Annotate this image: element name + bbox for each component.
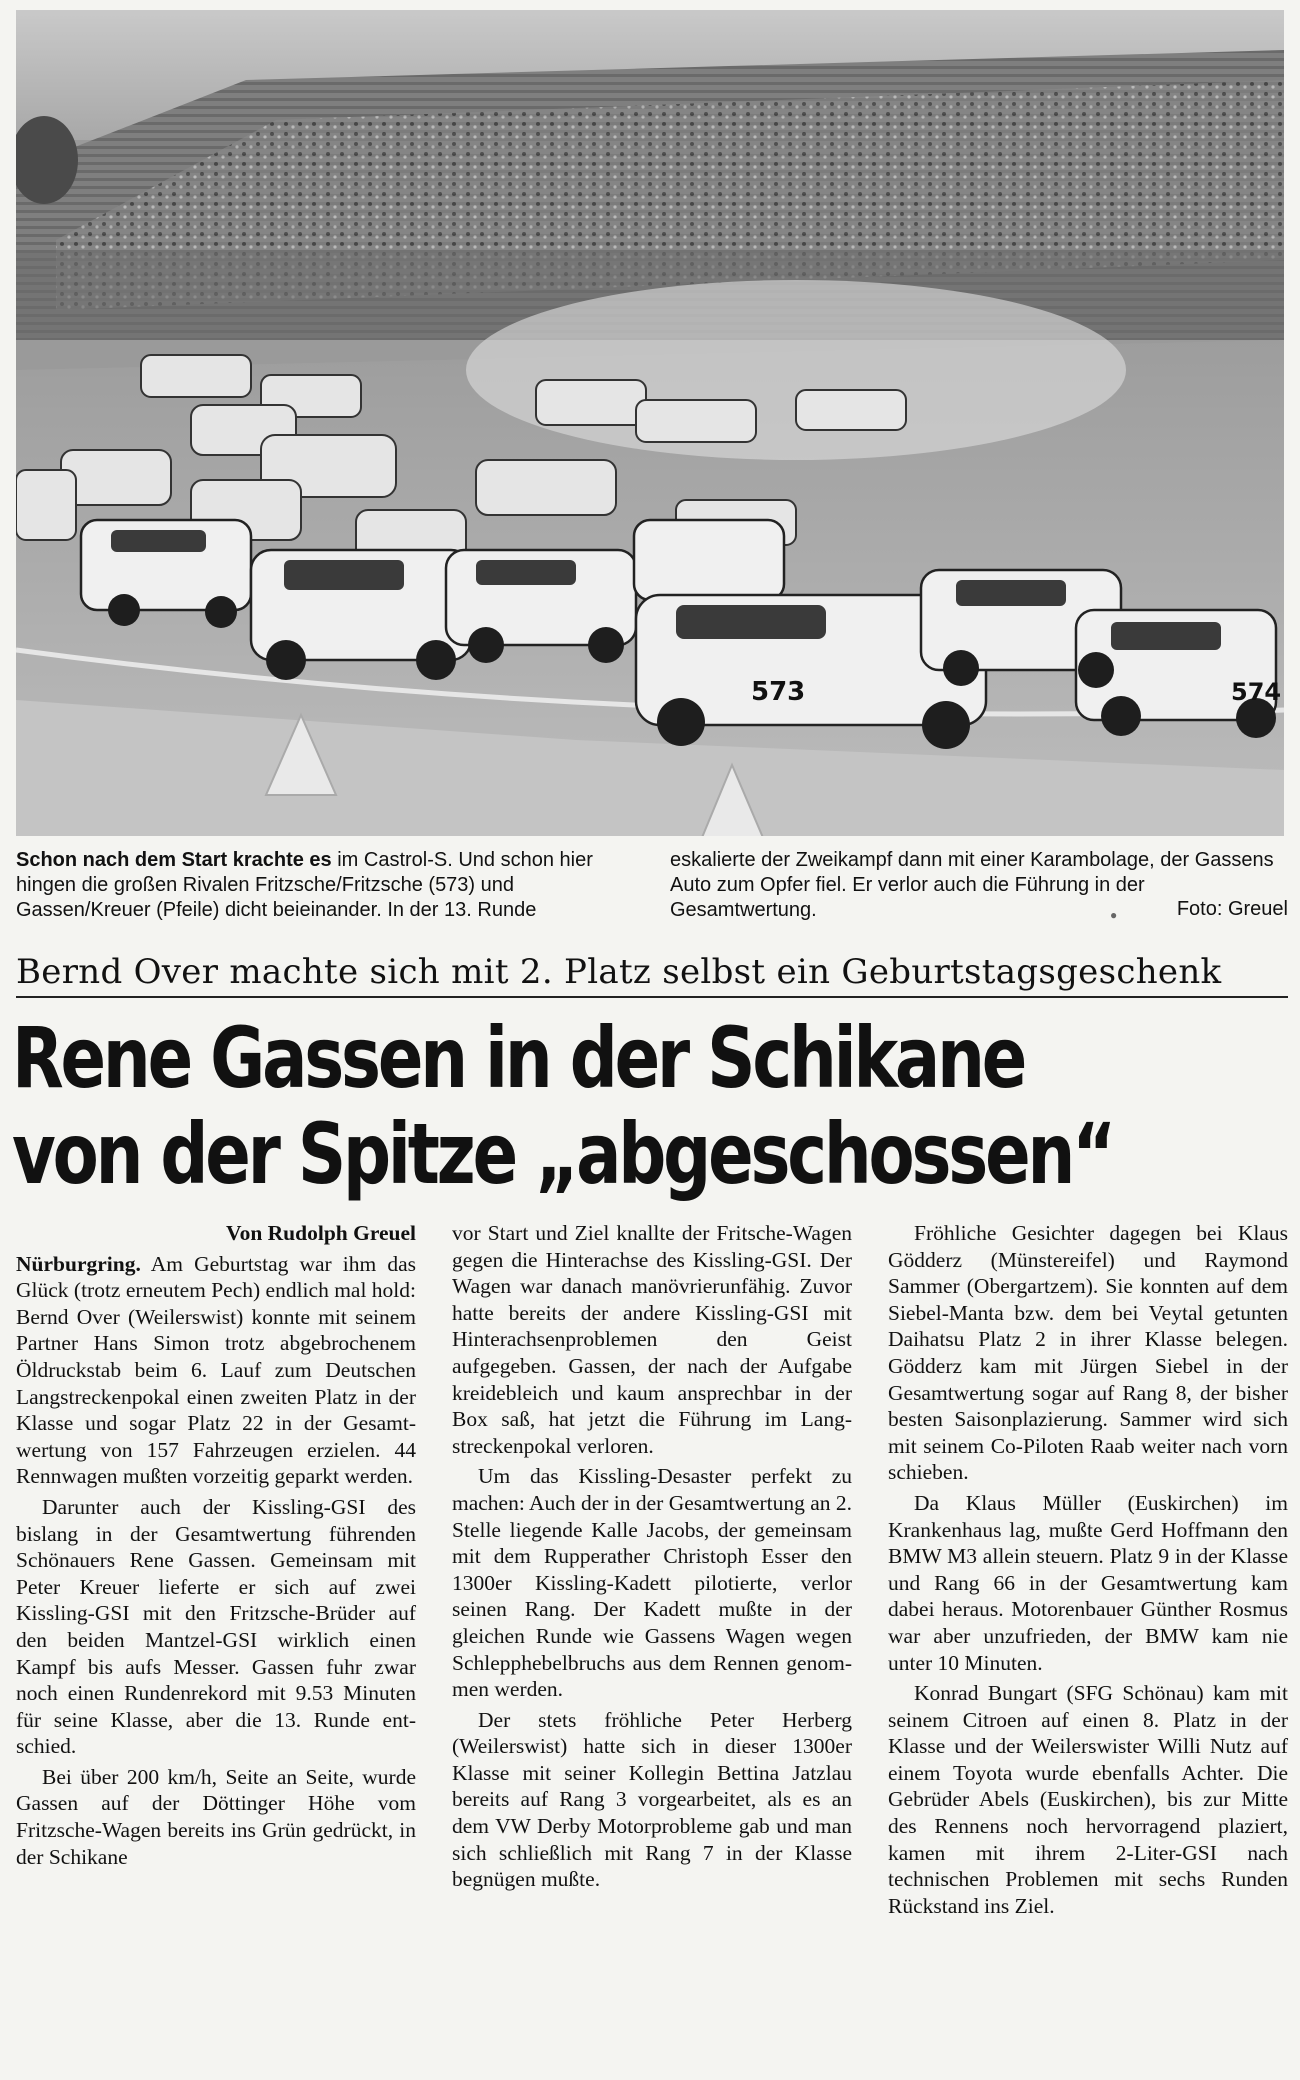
article-column-2	[452, 1220, 852, 1893]
paragraph	[16, 1251, 416, 1490]
paragraph: Fröhliche Gesichter dagegen bei Klaus Gödderz (Münstereifel) und Raymond Sammer (Obergartzem). Sie konnten auf dem Siebel-Manta bzw. dem bei Veytal getunten Daihatsu Platz 2 in ihrer Klasse belegen. Gödderz kam mit Jürgen Siebel in der Gesamtwertung sogar auf Rang 8, der bisher besten Saisonplazierung. Sammer wird sich mit seinem Co-Piloten Raab weiter nach vorn schieben.	[888, 1221, 1288, 1485]
paragraph-text: Am Geburtstag war ihm das Glück (trotz erneutem Pech) endlich mal hold: Bernd Over (Weilerswist) konnte mit seinem Partner Hans Simon trotz abgebrochenem Öldruckstab beim 6. Lauf zum Deutschen Langstreckenpokal einen zweiten Platz in der Klasse und sogar Platz 22 in der Gesamtwertung von 157 Fahrzeugen erzielen. 44 Rennwagen mußten vorzeitig geparkt werden.	[16, 1251, 417, 1489]
paragraph: Konrad Bungart (SFG Schönau) kam mit seinem Citroen auf einen 8. Platz in der Klasse und der Weilerswister Willi Nutz auf einem Toyota wurde ebenfalls Achter. Die Gebrüder Abels (Euskirchen), bis zur Mitte des Rennens noch hervorragend plaziert, kamen mit ihrem 2-Liter-GSI nach technischen Problemen mit sechs Runden Rückstand ins Ziel.	[888, 1681, 1288, 1918]
headline-line-1: Rene Gassen in der Schikane	[12, 1009, 1025, 1107]
bullet-dot: ●	[1110, 908, 1118, 922]
car-number-574: 574	[1231, 678, 1282, 706]
byline: Von Rudolph Greuel	[226, 1221, 416, 1245]
paragraph: vor Start und Ziel knallte der Fritsche-Wagen gegen die Hinterachse des Kissling-GSI. Der Wagen war danach manövrierunfähig. Zuvor hatte bereits der andere Kissling-GSI mit Hinterachsenproblemen den Geist aufgegeben. Gassen, der nach der Aufgabe kreidebleich und kaum ansprechbar in der Box saß, hat jetzt die Führung im Langstreckenpokal verloren.	[452, 1221, 852, 1458]
race-photo-illustration	[16, 10, 1284, 836]
article-column-3	[888, 1220, 1288, 1919]
photo-credit: Foto: Greuel	[1176, 898, 1288, 920]
dateline: Nürburgring.	[16, 1251, 141, 1276]
article-column-1	[16, 1220, 416, 1870]
smoke	[466, 280, 1126, 460]
paragraph: Bei über 200 km/h, Seite an Seite, wurde Gassen auf der Döttinger Höhe vom Fritzsche-Wagen bereits ins Grün gedrückt, in der Schikane	[16, 1764, 416, 1869]
paragraph: Der stets fröhliche Peter Herberg (Weilerswist) hatte sich in dieser 1300er Klasse mit seiner Kollegin Bettina Jatzlau bereits auf Rang 3 vorgearbeitet, als es an dem VW Derby Motorprobleme gab und man sich schließlich mit Rang 7 in der Klasse begnügen mußte.	[452, 1707, 852, 1892]
race-photo	[16, 10, 1284, 836]
headline-line-2: von der Spitze „abgeschossen“	[12, 1105, 1114, 1203]
photo-caption-left	[16, 848, 640, 923]
car-number-573: 573	[751, 677, 806, 707]
caption-left-text: im Castrol-S. Und schon hier hingen die großen Rivalen Fritzsche/Fritzsche (573) und Gassen/Kreuer (Pfeile) dicht beieinander. In der 13. Runde	[16, 849, 593, 921]
paragraph: Da Klaus Müller (Euskirchen) im Krankenhaus lag, mußte Gerd Hoffmann den BMW M3 allein steuern. Platz 9 in der Klasse und Rang 66 in der Gesamtwertung kam dabei heraus. Motorenbauer Günther Rosmus war aber unzufrieden, der BMW kam nie unter 10 Minuten.	[888, 1490, 1288, 1675]
paragraph: Darunter auch der Kissling-GSI des bislang in der Gesamtwertung führenden Schönauers Rene Gassen. Gemeinsam mit Peter Kreuer lieferte er sich auf zwei Kissling-GSI mit den Fritzsche-Brüder auf den beiden Mantzel-GSI wirklich einen Kampf bis aufs Messer. Gassen fuhr zwar noch einen Rundenrekord mit 9.53 Minuten für seine Klasse, aber die 13. Runde entschied.	[16, 1494, 416, 1759]
divider-rule	[16, 996, 1288, 998]
caption-lead: Schon nach dem Start krachte es	[16, 849, 332, 871]
photo-caption-right: eskalierte der Zweikampf dann mit einer Karambolage, der Gassens Auto zum Opfer fiel. Er verlor auch die Führung in der Gesamtwertung.	[670, 849, 1274, 921]
paragraph: Um das Kissling-Desaster perfekt zu machen: Auch der in der Gesamtwertung an 2. Stelle liegende Kalle Jacobs, der gemeinsam mit dem Rupperather Christoph Esser den 1300er Kissling-Kadett pilotierte, verlor seinen Rang. Der Kadett mußte in der gleichen Runde wie Gassens Wagen wegen Schlepphebelbruchs aus dem Rennen genommen werden.	[452, 1464, 853, 1702]
kicker-subheadline: Bernd Over machte sich mit 2. Platz selbst ein Geburtstagsgeschenk	[16, 952, 1222, 992]
